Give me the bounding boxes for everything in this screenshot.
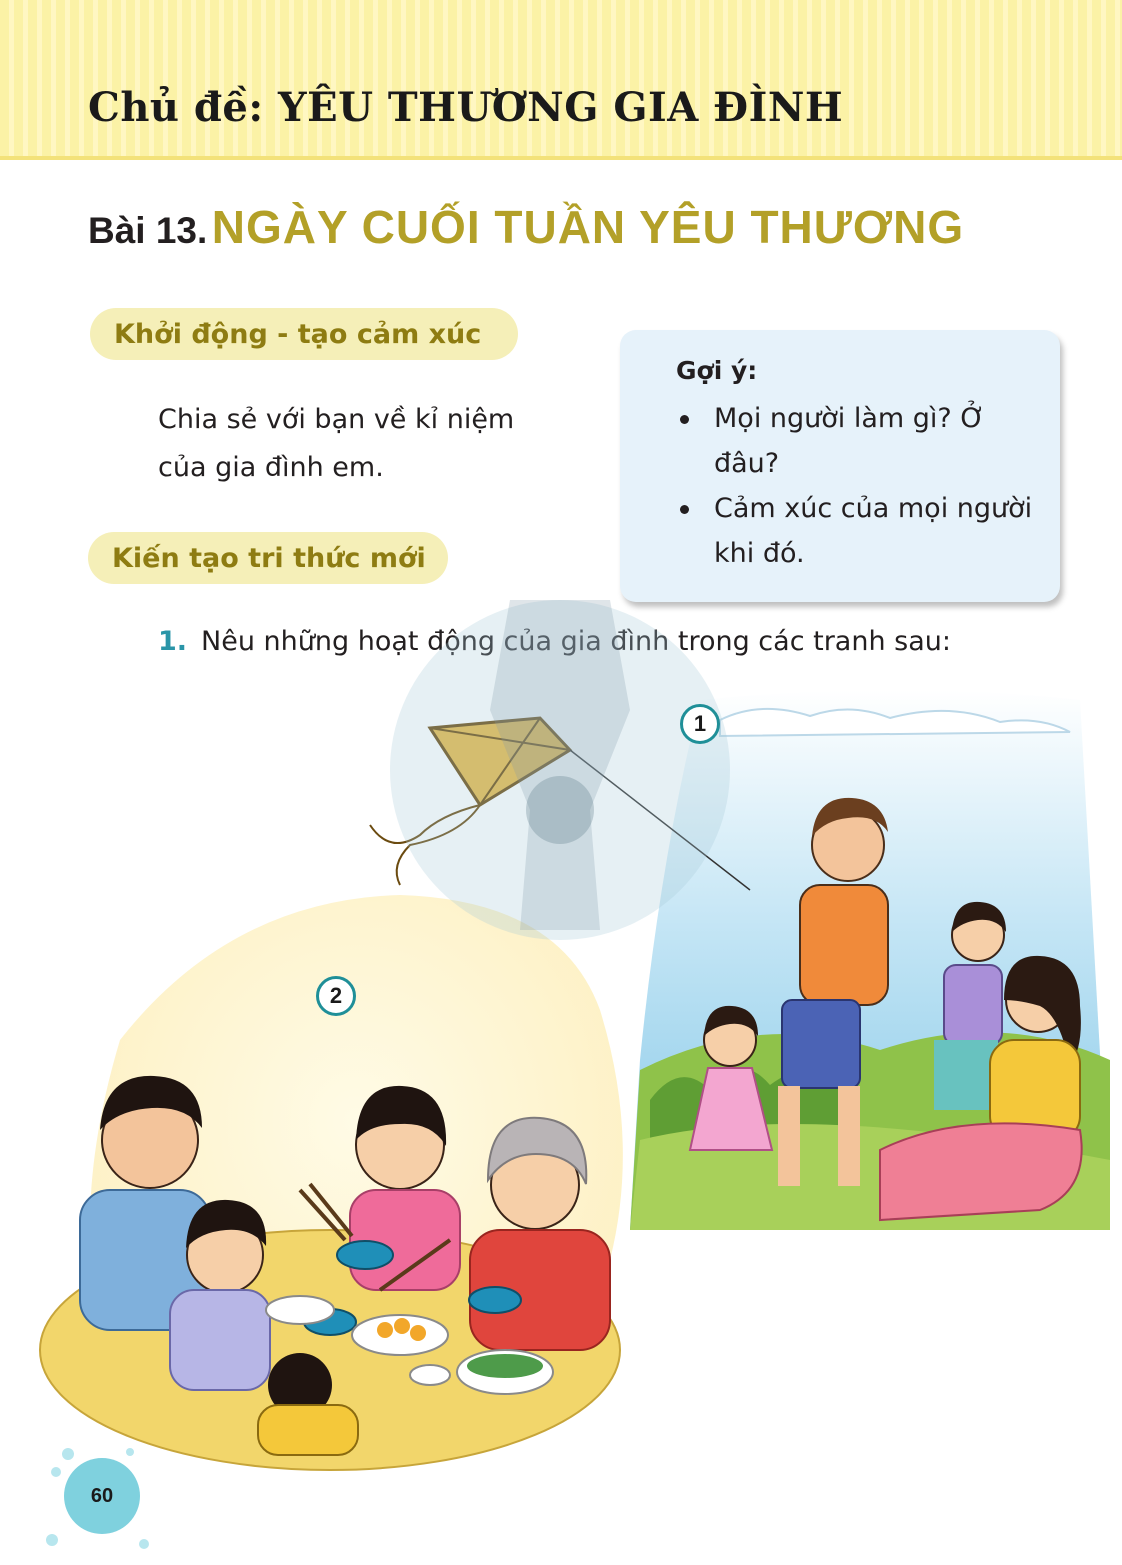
- hint-item: Cảm xúc của mọi người khi đó.: [676, 486, 1046, 576]
- lesson-name: NGÀY CUỐI TUẦN YÊU THƯƠNG: [211, 201, 965, 253]
- page-number: 60: [64, 1458, 140, 1534]
- knowledge-section-label: Kiến tạo tri thức mới: [88, 532, 448, 584]
- question-text: Nêu những hoạt động của gia đình trong các tranh sau:: [201, 626, 951, 657]
- scene-2-badge: 2: [316, 976, 356, 1016]
- page-number-badge: [44, 1444, 154, 1554]
- warmup-section-label: Khởi động - tạo cảm xúc: [90, 308, 518, 360]
- scene-1-badge: 1: [680, 704, 720, 744]
- warmup-prompt-line: của gia đình em.: [158, 452, 384, 483]
- topic-title: Chủ đề: YÊU THƯƠNG GIA ĐÌNH: [88, 84, 844, 131]
- hint-item: Mọi người làm gì? Ở đâu?: [676, 396, 1046, 486]
- lesson-number: Bài 13.: [88, 210, 208, 251]
- question-number: 1.: [158, 626, 188, 657]
- warmup-prompt-line: Chia sẻ với bạn về kỉ niệm: [158, 404, 515, 435]
- hint-title: Gợi ý:: [676, 356, 758, 385]
